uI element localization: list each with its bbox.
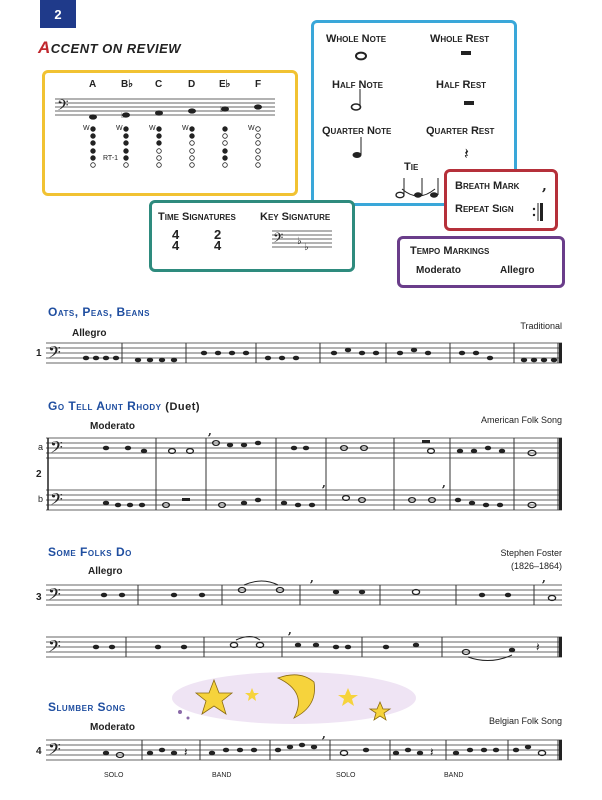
song-1-title: Oats, Peas, Beans: [48, 305, 150, 319]
song-2-composer: American Folk Song: [480, 415, 562, 425]
song-4-tempo: Moderato: [90, 722, 135, 733]
song-2-title: [48, 399, 200, 413]
quarter-rest-label: Quarter Rest: [426, 125, 495, 137]
repeat-sign-label: Repeat Sign: [455, 203, 514, 215]
section-title-initial: A: [38, 38, 51, 57]
svg-text:♭: ♭: [220, 105, 224, 114]
fingering-dots: [45, 73, 295, 193]
song-2-tempo: Moderato: [90, 421, 135, 432]
time-signatures-label: Time Signatures: [158, 211, 236, 223]
key-signature-staff: [152, 203, 352, 269]
song-1-tempo: Allegro: [72, 328, 107, 339]
song-2-subtitle: (Duet): [165, 401, 201, 413]
svg-text:,: ,: [322, 477, 326, 490]
song-4-title: Slumber Song: [48, 700, 126, 714]
svg-text:♭: ♭: [304, 242, 309, 253]
note-label-f: F: [255, 79, 262, 90]
svg-text:𝄢: 𝄢: [48, 584, 61, 608]
song-4-staff: [46, 732, 566, 768]
note-label-c: C: [155, 79, 163, 90]
svg-text:,: ,: [542, 577, 546, 585]
svg-text:,: ,: [442, 477, 446, 490]
moderato-label: Moderato: [416, 265, 461, 276]
song-2-number: 2: [36, 469, 42, 480]
song-4-composer: Belgian Folk Song: [488, 716, 562, 726]
song-2-part-b: b: [38, 494, 44, 504]
half-rest-label: Half Rest: [436, 79, 487, 91]
song-3-composer-dates: (1826–1864): [510, 561, 562, 571]
breath-mark-label: Breath Mark: [455, 180, 520, 192]
solo-label-1: SOLO: [104, 772, 124, 779]
quarter-note-symbol: [353, 137, 362, 158]
w-label-3: W: [149, 125, 156, 132]
signatures-box: [149, 200, 355, 272]
song-2-staves: [46, 430, 566, 520]
svg-text:𝄢: 𝄢: [48, 636, 61, 660]
svg-text:𝄢: 𝄢: [273, 230, 284, 249]
w-label-5: W: [248, 125, 255, 132]
song-4-number: 4: [36, 746, 42, 757]
whole-note-symbol: [356, 53, 366, 60]
rt-label: RT-1: [103, 155, 119, 162]
tempo-markings-label: Tempo Markings: [410, 245, 490, 257]
half-note-symbol: [352, 89, 361, 110]
svg-text:𝄢: 𝄢: [57, 97, 69, 118]
page-number: 2: [40, 0, 76, 28]
tie-label: Tie: [404, 161, 419, 173]
song-3-composer: Stephen Foster: [500, 548, 562, 558]
note-label-b-flat: B♭: [121, 79, 133, 90]
breath-repeat-symbols: [447, 172, 555, 228]
w-label-2: W: [116, 125, 123, 132]
song-3-number: 3: [36, 592, 42, 603]
tempo-markings-box: [397, 236, 565, 288]
song-1-composer: Traditional: [520, 321, 562, 331]
section-title-rest: CCENT ON REVIEW: [50, 41, 182, 56]
band-label-1: BAND: [212, 772, 232, 779]
song-2-part-a: a: [38, 442, 44, 452]
svg-text:,: ,: [208, 430, 212, 438]
svg-text:,: ,: [322, 732, 326, 741]
w-label-4: W: [182, 125, 189, 132]
breath-repeat-box: [444, 169, 558, 231]
svg-text:,: ,: [310, 577, 314, 585]
svg-text:𝄢: 𝄢: [48, 342, 61, 366]
half-rest-symbol: [464, 101, 474, 105]
whole-rest-label: Whole Rest: [430, 33, 490, 45]
fingering-chart: [42, 70, 298, 196]
key-signature-label: Key Signature: [260, 211, 331, 223]
svg-text:𝄽: 𝄽: [184, 745, 188, 759]
allegro-label: Allegro: [500, 265, 535, 276]
svg-text:𝄢: 𝄢: [50, 489, 63, 513]
song-3-tempo: Allegro: [88, 566, 123, 577]
breath-mark-symbol: ,: [542, 178, 547, 194]
time-signature-4-4: 4 4: [172, 227, 180, 253]
song-1-staff: [46, 337, 566, 369]
note-label-a: A: [89, 79, 97, 90]
note-label-d: D: [188, 79, 196, 90]
time-signature-2-4: 2 4: [214, 227, 222, 253]
svg-text:♭: ♭: [121, 111, 125, 120]
whole-rest-symbol: [461, 51, 471, 55]
whole-note-label: Whole Note: [326, 33, 387, 45]
section-title: [38, 38, 181, 58]
repeat-sign-symbol: [533, 203, 543, 221]
half-note-label: Half Note: [332, 79, 383, 91]
svg-text:𝄢: 𝄢: [48, 739, 61, 763]
svg-text:𝄽: 𝄽: [536, 640, 540, 654]
svg-text:𝄢: 𝄢: [50, 437, 63, 461]
song-3-staves: [46, 577, 566, 667]
note-label-e-flat: E♭: [219, 79, 231, 90]
song-2-title-text: Go Tell Aunt Rhody: [48, 399, 162, 413]
quarter-note-label: Quarter Note: [322, 125, 392, 137]
band-label-2: BAND: [444, 772, 464, 779]
tie-symbol: [396, 178, 438, 198]
svg-text:𝄽: 𝄽: [430, 745, 434, 759]
svg-text:,: ,: [288, 624, 292, 637]
svg-text:♭: ♭: [297, 236, 302, 247]
moon-stars-illustration: [168, 668, 418, 730]
w-label-1: W: [83, 125, 90, 132]
solo-label-2: SOLO: [336, 772, 356, 779]
song-3-title: Some Folks Do: [48, 545, 132, 559]
quarter-rest-symbol: 𝄽: [464, 144, 469, 163]
song-1-number: 1: [36, 348, 42, 359]
